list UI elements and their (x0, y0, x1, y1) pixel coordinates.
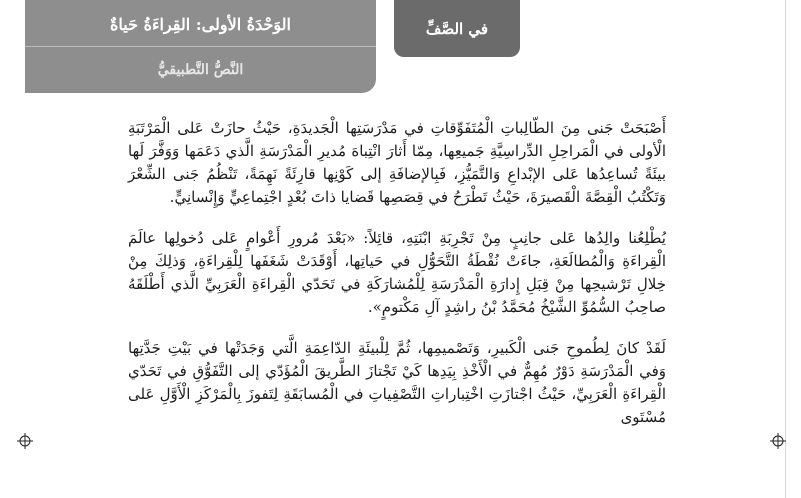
paragraph-2: يُطْلِعُنا والِدُها عَلى جانِبٍ مِنْ تَجْرِبَةِ ابْنَتِهِ، قائِلاً: «بَعْدَ مُرورِ أَعْوامٍ عَلى دُخولِها عالَمَ الْقِراءَةِ وَالْمُطالَعَةِ، جاءَتْ نُقْطَةُ التَّحَوُّلِ في حَياتِها، أَوْقَدَتْ شَغَفَها لِلْقِراءَةِ، وَذلِكَ مِنْ خِلالِ تَرْشيحِها مِنْ قِبَلِ إِدارَةِ الْمَدْرَسَةِ لِلْمُشارَكَةِ في تَحَدّي الْقِراءَةِ الْعَرَبِيِّ الَّذي أَطْلَقَهُ صاحِبُ السُّمُوِّ الشَّيْخُ مُحَمَّدُ بْنُ راشِدٍ آلِ مَكْتومٍ». (128, 229, 666, 316)
class-tab: في الصَّفِّ (394, 0, 520, 57)
paragraph-3: لَقَدْ كانَ لِطُموحِ جَنى الْكَبيرِ، وَتَصْميمِها، ثُمَّ لِلْبيئَةِ الدّاعِمَةِ الَّتي وَجَدَتْها في بَيْتِ جَدَّتِها وَفي الْمَدْرَسَةِ دَوْرٌ مُهِمٌّ في الْأَخْذِ بِيَدِها كَيْ تَجْتازَ الطَّريقَ الْمُؤَدّي إلى التَّفَوُّقِ في تَحَدّي الْقِراءَةِ الْعَرَبِيِّ، حَيْثُ اجْتازَتِ اخْتِباراتِ التَّصْفِياتِ في الْمُسابَقَةِ لِتَفوزَ بِالْمَرْكَزِ الْأَوَّلِ عَلى مُسْتَوى (128, 339, 666, 426)
paragraph-1: أَصْبَحَتْ جَنى مِنَ الطّالِباتِ الْمُتَفَوِّقاتِ في مَدْرَسَتِها الْجَديدَةِ، حَيْثُ حازَتْ عَلى الْمَرْتَبَةِ الْأولى في الْمَراحِلِ الدِّراسِيَّةِ جَميعِها، مِمّا أَثارَ انْتِباهَ مُديرِ الْمَدْرَسَةِ الَّذي دَعَمَها وَوَفَّرَ لَها بيئَةً تُساعِدُها عَلى الإبْداعِ وَالتَّمَيُّزِ، فَبِالإضافَةِ إلى كَوْنِها قارِئَةً نَهِمَةً، تَنْظُمُ جَنى الشِّعْرَ وَتَكْتُبُ الْقِصَّةَ الْقَصيرَةَ، حَيْثُ تَطْرَحُ في قِصَصِها قَضايا ذاتَ بُعْدٍ اجْتِماعِيٍّ وَإِنْسانِيٍّ. (128, 119, 666, 206)
paragraph-spacer (128, 319, 666, 337)
unit-title: الوَحْدَةُ الأولى: القِراءَةُ حَياةٌ (110, 14, 291, 34)
reading-passage (128, 117, 666, 429)
page-trim-line (785, 0, 786, 498)
paragraph-spacer (128, 209, 666, 227)
registration-mark-icon (770, 433, 786, 449)
unit-subtitle: النَّصُّ التَّطبيقيُّ (157, 62, 244, 78)
registration-mark-icon (17, 433, 33, 449)
header-divider (25, 46, 376, 47)
